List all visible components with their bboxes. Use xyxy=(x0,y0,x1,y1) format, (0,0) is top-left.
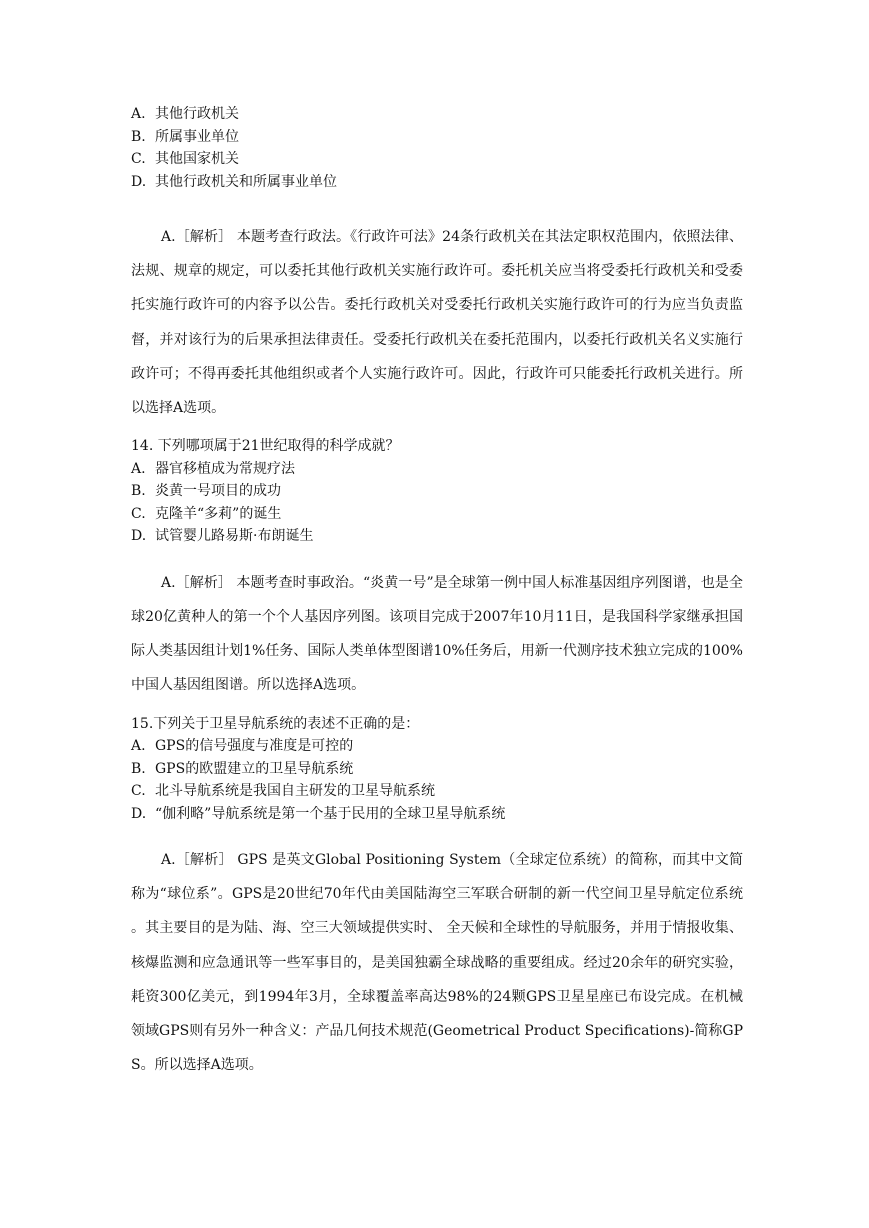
option-text: GPS的欧盟建立的卫星导航系统 xyxy=(155,760,354,777)
option-letter: D. xyxy=(131,173,147,190)
option-text: 其他国家机关 xyxy=(155,151,239,167)
option-letter: B. xyxy=(131,128,146,145)
option-text: 试管婴儿路易斯·布朗诞生 xyxy=(155,528,314,545)
option-text: 所属事业单位 xyxy=(155,128,239,145)
q14-option-d xyxy=(131,525,743,548)
q13-options xyxy=(131,103,743,193)
document-page xyxy=(131,103,743,1082)
q14-option-b xyxy=(131,480,743,503)
option-letter: C. xyxy=(131,151,146,167)
q15-option-d xyxy=(131,803,743,826)
option-text: 克隆羊“多莉”的诞生 xyxy=(155,505,282,522)
q15-options xyxy=(131,735,743,825)
q14-options xyxy=(131,458,743,548)
option-letter: D. xyxy=(131,805,147,822)
q14-analysis: A.［解析］ 本题考查时事政治。“炎黄一号”是全球第一例中国人标准基因组序列图谱，也是全球20亿黄种人的第一个个人基因序列图。该项目完成于2007年10月11日，是我国科学家继承担国际人类基因组计划1%任务、国际人类单体型图谱10%任务后，用新一代测序技术独立完成的100%中国人基因组图谱。所以选择A选项。 xyxy=(131,574,743,694)
q13-option-a xyxy=(131,103,743,126)
option-text: GPS的信号强度与准度是可控的 xyxy=(155,738,354,755)
option-letter: B. xyxy=(131,760,146,777)
option-text: 器官移植成为常规疗法 xyxy=(155,460,295,477)
option-text: “伽利略”导航系统是第一个基于民用的全球卫星导航系统 xyxy=(155,805,506,822)
option-text: 其他行政机关 xyxy=(155,106,239,122)
q15-option-a xyxy=(131,735,743,758)
q15-option-c xyxy=(131,780,743,803)
q13-option-c xyxy=(131,148,743,171)
q14-option-c xyxy=(131,503,743,526)
option-letter: C. xyxy=(131,505,146,522)
option-text: 北斗导航系统是我国自主研发的卫星导航系统 xyxy=(155,783,435,800)
q13-option-b xyxy=(131,126,743,149)
option-letter: C. xyxy=(131,783,146,800)
q14-question: 14. 下列哪项属于21世纪取得的科学成就？ xyxy=(131,438,400,455)
option-letter: A. xyxy=(131,106,146,122)
q15-option-b xyxy=(131,758,743,781)
option-letter: B. xyxy=(131,483,146,500)
q15-analysis: A.［解析］ GPS 是英文Global Positioning System（全球定位系统）的简称，而其中文简称为“球位系”。GPS是20世纪70年代由美国陆海空三军联合研制的新一代空间卫星导航定位系统 。其主要目的是为陆、海、空三大领域提供实时、 全天候和全球性的导航服务，并用于情报收集、核爆监测和应急通讯等一些军事目的，是美国独霸全球战略的重要组成。经过20余年的研究实验，耗资300亿美元，到1994年3月，全球覆盖率高达98%的24颗GPS卫星星座已布设完成。在机械领域GPS则有另外一种含义：产品几何技术规范(Geometrical Product Specifications)-简称GPS。所以选择A选项。 xyxy=(131,852,743,1074)
option-letter: A. xyxy=(131,738,146,755)
option-text: 炎黄一号项目的成功 xyxy=(155,483,281,500)
option-letter: A. xyxy=(131,460,146,477)
q13-analysis: A.［解析］ 本题考查行政法。《行政许可法》24条行政机关在其法定职权范围内，依照法律、法规、规章的规定，可以委托其他行政机关实施行政许可。委托机关应当将受委托行政机关和受委托实施行政许可的内容予以公告。委托行政机关对受委托行政机关实施行政许可的行为应当负责监督，并对该行为的后果承担法律责任。受委托行政机关在委托范围内，以委托行政机关名义实施行政许可；不得再委托其他组织或者个人实施行政许可。因此，行政许可只能委托行政机关进行。所以选择A选项。 xyxy=(131,229,743,417)
q13-option-d xyxy=(131,171,743,194)
q14-option-a xyxy=(131,458,743,481)
option-text: 其他行政机关和所属事业单位 xyxy=(155,173,337,190)
q15-question: 15.下列关于卫星导航系统的表述不正确的是： xyxy=(131,715,420,732)
option-letter: D. xyxy=(131,528,147,545)
